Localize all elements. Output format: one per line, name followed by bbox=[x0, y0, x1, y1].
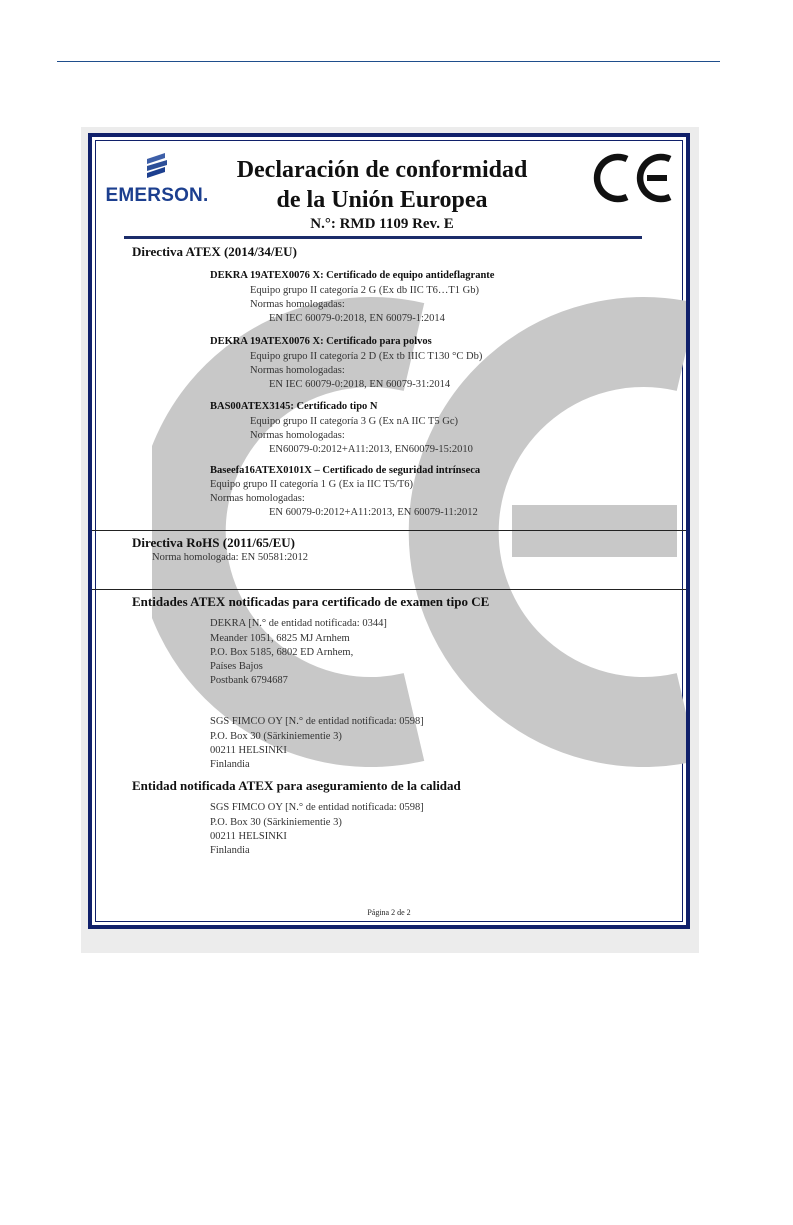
section-heading: Entidades ATEX notificadas para certificado de examen tipo CE bbox=[132, 594, 490, 609]
declaration-title-line1: Declaración de conformidad bbox=[236, 157, 528, 183]
text-line: Equipo grupo II categoría 2 G (Ex db IIC T6…T1 Gb) bbox=[250, 285, 480, 296]
text-line: Países Bajos bbox=[210, 661, 263, 672]
text-line: SGS FIMCO OY [N.° de entidad notificada: 0598] bbox=[210, 802, 424, 813]
emerson-logo bbox=[98, 151, 216, 211]
section-divider bbox=[92, 530, 686, 531]
text-line: EN IEC 60079-0:2018, EN 60079-1:2014 bbox=[269, 313, 445, 324]
section-divider bbox=[92, 589, 686, 590]
emerson-logo-text: EMERSON. bbox=[105, 185, 209, 206]
text-line: 00211 HELSINKI bbox=[210, 745, 287, 756]
text-line: Normas homologadas: bbox=[210, 493, 305, 504]
declaration-image bbox=[81, 127, 699, 953]
declaration-title-line2: de la Unión Europea bbox=[276, 187, 488, 213]
page-header-rule bbox=[57, 61, 720, 62]
text-line: Normas homologadas: bbox=[250, 365, 345, 376]
text-line: EN 60079-0:2012+A11:2013, EN 60079-11:2012 bbox=[269, 507, 478, 518]
text-line: SGS FIMCO OY [N.° de entidad notificada: 0598] bbox=[210, 716, 424, 727]
declaration-number: N.°: RMD 1109 Rev. E bbox=[310, 216, 454, 232]
document-header bbox=[92, 137, 686, 247]
text-line: Postbank 6794687 bbox=[210, 675, 288, 686]
section-heading: Entidad notificada ATEX para aseguramiento de la calidad bbox=[132, 778, 461, 793]
certificate-heading: BAS00ATEX3145: Certificado tipo N bbox=[210, 401, 378, 412]
text-line: Equipo grupo II categoría 3 G (Ex nA IIC T5 Gc) bbox=[250, 416, 459, 427]
emerson-logo-icon bbox=[143, 151, 171, 183]
text-line: Equipo grupo II categoría 1 G (Ex ia IIC T5/T6) bbox=[210, 479, 414, 490]
text-line: P.O. Box 30 (Särkiniementie 3) bbox=[210, 817, 342, 828]
certificate-heading: DEKRA 19ATEX0076 X: Certificado de equipo antideflagrante bbox=[210, 270, 495, 281]
document-border bbox=[88, 133, 690, 929]
text-line: Meander 1051, 6825 MJ Arnhem bbox=[210, 633, 350, 644]
ce-mark-icon bbox=[592, 149, 674, 207]
text-line: Finlandia bbox=[210, 845, 250, 856]
text-line: DEKRA [N.° de entidad notificada: 0344] bbox=[210, 618, 387, 629]
text-line: Norma homologada: EN 50581:2012 bbox=[152, 552, 309, 563]
text-line: Normas homologadas: bbox=[250, 430, 345, 441]
text-line: P.O. Box 5185, 6802 ED Arnhem, bbox=[210, 647, 354, 658]
text-line: Normas homologadas: bbox=[250, 299, 345, 310]
certificate-heading: Baseefa16ATEX0101X – Certificado de seguridad intrínseca bbox=[210, 465, 481, 476]
title-underline bbox=[124, 236, 642, 239]
text-line: Equipo grupo II categoría 2 D (Ex tb IIIC T130 °C Db) bbox=[250, 351, 483, 362]
text-line: EN IEC 60079-0:2018, EN 60079-31:2014 bbox=[269, 379, 451, 390]
text-line: 00211 HELSINKI bbox=[210, 831, 287, 842]
text-line: Finlandia bbox=[210, 759, 250, 770]
text-line: P.O. Box 30 (Särkiniementie 3) bbox=[210, 731, 342, 742]
section-heading: Directiva ATEX (2014/34/EU) bbox=[132, 244, 297, 259]
page-number: Página 2 de 2 bbox=[367, 908, 411, 917]
section-heading: Directiva RoHS (2011/65/EU) bbox=[132, 535, 295, 550]
text-line: EN60079-0:2012+A11:2013, EN60079-15:2010 bbox=[269, 444, 473, 455]
certificate-heading: DEKRA 19ATEX0076 X: Certificado para polvos bbox=[210, 336, 432, 347]
